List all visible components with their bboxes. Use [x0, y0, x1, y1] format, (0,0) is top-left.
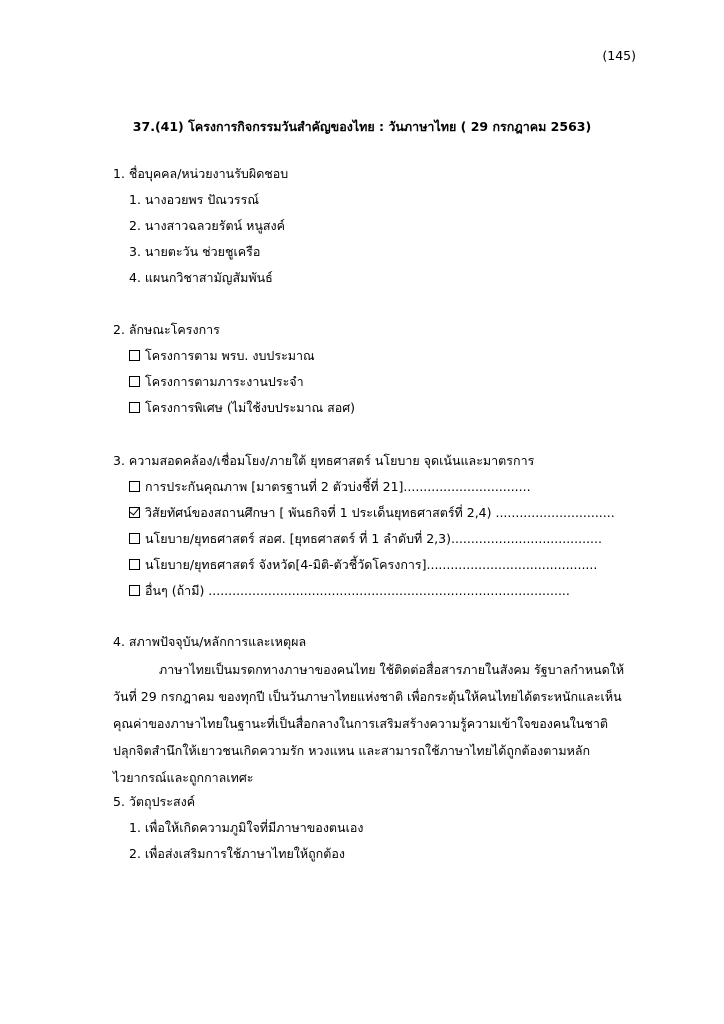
option-label: โครงการพิเศษ (ไม่ใช้งบประมาณ สอศ)	[145, 400, 356, 415]
checkbox-icon[interactable]	[129, 533, 140, 544]
option-label: นโยบาย/ยุทธศาสตร์ จังหวัด[4-มิติ-ตัวชี้วัดโครงการ]...........................................	[145, 557, 598, 572]
option-label: โครงการตาม พรบ. งบประมาณ	[145, 348, 315, 363]
alignment-option	[129, 581, 570, 601]
objective-1: 1. เพื่อให้เกิดความภูมิใจที่มีภาษาของตนเอง	[129, 820, 364, 835]
option-label: วิสัยทัศน์ของสถานศึกษา [ พันธกิจที่ 1 ประเด็นยุทธศาสตร์ที่ 2,4) ..............................	[145, 505, 615, 520]
section-5-heading: 5. วัตถุประสงค์	[113, 794, 196, 809]
checked-checkbox-icon[interactable]	[129, 507, 140, 518]
rationale-text: ภาษาไทยเป็นมรดกทางภาษาของคนไทย ใช้ติดต่อสื่อสารภายในสังคม รัฐบาลกำหนดให้วันที่ 29 กรกฎาคม ของทุกปี เป็นวันภาษาไทยแห่งชาติ เพื่อกระตุ้นให้คนไทยได้ตระหนักและเห็นคุณค่าของภาษาไทยในฐานะที่เป็นสื่อกลางในการเสริมสร้างความรู้ความเข้าใจของคนในชาติ ปลุกจิตสำนึกให้เยาวชนเกิดความรัก หวงแหน และสามารถใช้ภาษาไทยได้ถูกต้องตามหลักไวยากรณ์และถูกกาลเทศะ	[113, 662, 625, 785]
responsible-department: 4. แผนกวิชาสามัญสัมพันธ์	[129, 270, 273, 285]
project-type-option	[129, 372, 304, 392]
checkbox-icon[interactable]	[129, 402, 140, 413]
project-title: 37.(41) โครงการกิจกรรมวันสำคัญของไทย : วันภาษาไทย ( 29 กรกฎาคม 2563)	[132, 119, 592, 134]
section-1-heading: 1. ชื่อบุคคล/หน่วยงานรับผิดชอบ	[113, 166, 289, 181]
option-label: โครงการตามภาระงานประจำ	[145, 374, 304, 389]
alignment-option	[129, 503, 615, 523]
checkbox-icon[interactable]	[129, 559, 140, 570]
option-label: อื่นๆ (ถ้ามี) ...........................................................................................	[145, 583, 570, 598]
page-number: (145)	[602, 48, 636, 63]
alignment-option	[129, 529, 602, 549]
rationale-paragraph	[113, 656, 633, 791]
responsible-person-3: 3. นายตะวัน ช่วยชูเครือ	[129, 244, 261, 259]
responsible-person-2: 2. นางสาวฉลวยรัตน์ หนูสงค์	[129, 218, 285, 233]
responsible-person-1: 1. นางอวยพร ปัณวรรณ์	[129, 192, 259, 207]
checkbox-icon[interactable]	[129, 585, 140, 596]
checkbox-icon[interactable]	[129, 350, 140, 361]
option-label: การประกันคุณภาพ [มาตรฐานที่ 2 ตัวบ่งชี้ที่ 21]................................	[145, 479, 531, 494]
option-label: นโยบาย/ยุทธศาสตร์ สอศ. [ยุทธศาสตร์ ที่ 1 ลำดับที่ 2,3)......................................	[145, 531, 602, 546]
section-3-heading: 3. ความสอดคล้อง/เชื่อมโยง/ภายใต้ ยุทธศาสตร์ นโยบาย จุดเน้นและมาตรการ	[113, 453, 535, 468]
project-type-option	[129, 346, 315, 366]
objective-2: 2. เพื่อส่งเสริมการใช้ภาษาไทยให้ถูกต้อง	[129, 846, 345, 861]
checkbox-icon[interactable]	[129, 481, 140, 492]
section-4-heading: 4. สภาพปัจจุบัน/หลักการและเหตุผล	[113, 634, 307, 649]
checkbox-icon[interactable]	[129, 376, 140, 387]
alignment-option	[129, 555, 597, 575]
section-2-heading: 2. ลักษณะโครงการ	[113, 322, 220, 337]
alignment-option	[129, 477, 531, 497]
project-type-option	[129, 398, 355, 418]
